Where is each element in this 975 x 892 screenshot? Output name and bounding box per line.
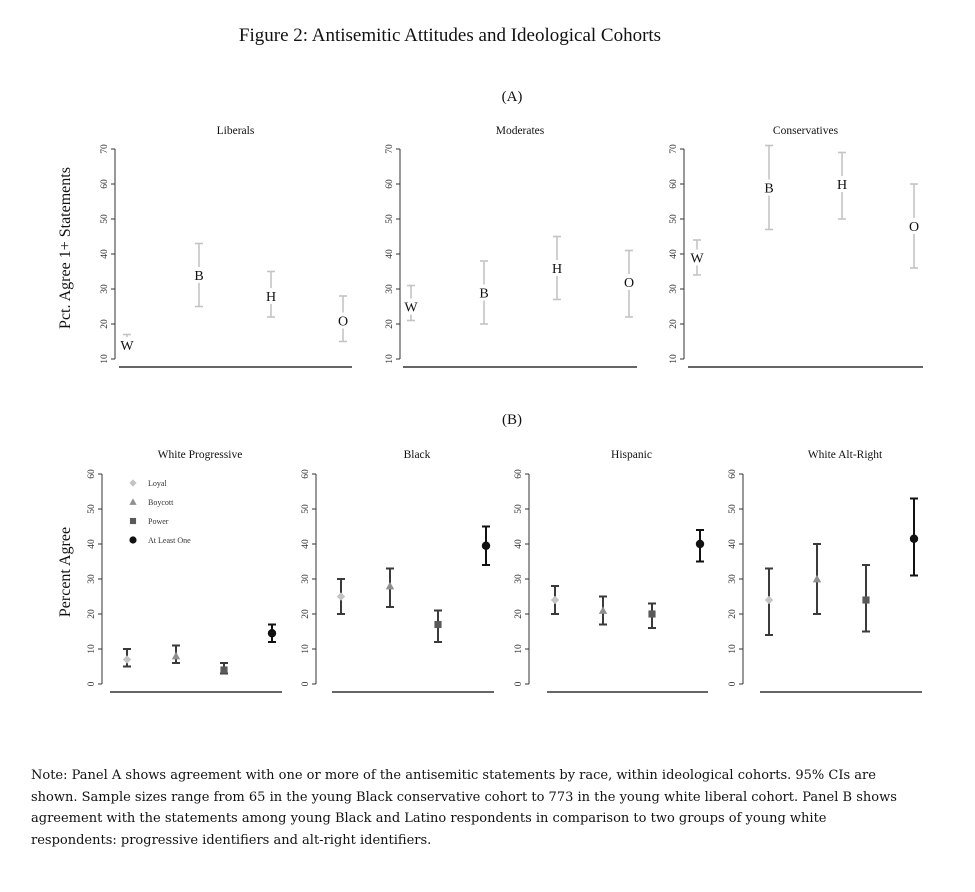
point-b-marker: B xyxy=(194,269,204,284)
y-tick-label: 50 xyxy=(669,214,679,224)
y-tick-label: 20 xyxy=(669,319,679,329)
subplot-title: Moderates xyxy=(495,125,545,137)
y-tick-label: 60 xyxy=(301,469,311,479)
point-o-marker: O xyxy=(623,276,635,291)
y-tick-label: 20 xyxy=(514,609,524,619)
panel-b-subplot-white-alt-right xyxy=(728,449,922,692)
y-tick-label: 70 xyxy=(385,144,395,154)
y-tick-label: 50 xyxy=(514,504,524,514)
panel-b-label: (B) xyxy=(502,412,522,428)
y-tick-label: 20 xyxy=(87,609,97,619)
y-tick-label: 30 xyxy=(385,284,395,294)
y-tick-label: 60 xyxy=(87,469,97,479)
legend-label-loyal: Loyal xyxy=(148,479,167,488)
subplot-title: Liberals xyxy=(216,125,255,137)
y-tick-label: 60 xyxy=(514,469,524,479)
y-tick-label: 10 xyxy=(100,354,110,364)
legend-label-boycott: Boycott xyxy=(148,498,174,507)
legend xyxy=(129,479,191,545)
y-tick-label: 10 xyxy=(669,354,679,364)
point-h-marker: H xyxy=(551,262,563,277)
point-boycott-marker xyxy=(386,582,394,590)
y-tick-label: 0 xyxy=(728,681,738,687)
point-at-least-one-marker xyxy=(696,540,704,548)
point-power-marker xyxy=(648,610,655,617)
y-tick-label: 10 xyxy=(301,644,311,654)
y-tick-label: 40 xyxy=(728,539,738,549)
y-tick-label: 20 xyxy=(100,319,110,329)
y-tick-label: 50 xyxy=(301,504,311,514)
y-tick-label: 0 xyxy=(301,681,311,687)
point-h-marker: H xyxy=(265,290,277,305)
point-loyal-marker xyxy=(765,596,773,604)
y-tick-label: 60 xyxy=(728,469,738,479)
y-tick-label: 0 xyxy=(87,681,97,687)
y-tick-label: 50 xyxy=(385,214,395,224)
point-at-least-one-marker xyxy=(910,535,918,543)
point-o-marker: O xyxy=(337,314,349,330)
y-tick-label: 70 xyxy=(100,144,110,154)
plot-area xyxy=(87,125,923,692)
point-power-marker xyxy=(220,666,227,673)
point-at-least-one-marker xyxy=(268,629,276,637)
y-tick-label: 60 xyxy=(669,179,679,189)
y-tick-label: 0 xyxy=(514,681,524,687)
point-loyal-marker xyxy=(551,596,559,604)
panel-a-label: (A) xyxy=(501,89,523,105)
point-o-marker: O xyxy=(908,220,920,235)
y-tick-label: 30 xyxy=(301,574,311,584)
y-tick-label: 50 xyxy=(728,504,738,514)
y-tick-label: 30 xyxy=(669,284,679,294)
panel-b-y-axis-label: Percent Agree xyxy=(57,526,74,618)
legend-symbol-power xyxy=(130,518,136,524)
panel-b-subplot-black xyxy=(301,449,494,692)
y-tick-label: 20 xyxy=(728,609,738,619)
figure-note: Note: Panel A shows agreement with one or more of the antisemitic statements by race, within ideological cohorts. 95% CIs are shown. Sample sizes range from 65 in the young Black conservative cohort to 773 in the young white liberal cohort. Panel B shows agreement with the statements among young Black and Latino respondents in comparison to two groups of young white respondents: progressive identifiers and alt-right identifiers. xyxy=(31,768,897,848)
subplot-title: Black xyxy=(403,449,431,461)
point-boycott-marker xyxy=(813,575,821,583)
panel-a-y-axis-label: Pct. Agree 1+ Statements xyxy=(57,167,74,329)
point-at-least-one-marker xyxy=(482,542,490,550)
y-tick-label: 50 xyxy=(100,214,110,224)
panel-a-subplot-conservatives xyxy=(669,125,923,367)
point-power-marker xyxy=(434,621,441,628)
y-tick-label: 40 xyxy=(87,539,97,549)
panel-a-subplot-liberals xyxy=(100,125,352,367)
y-tick-label: 40 xyxy=(100,249,110,259)
y-tick-label: 30 xyxy=(728,574,738,584)
point-w-marker: W xyxy=(120,339,134,354)
panel-b-subplot-white-progressive xyxy=(87,449,282,692)
legend-label-power: Power xyxy=(148,517,169,526)
panel-b-subplot-hispanic xyxy=(514,449,708,692)
y-tick-label: 40 xyxy=(385,249,395,259)
legend-symbol-loyal xyxy=(129,479,136,486)
subplot-title: Hispanic xyxy=(611,449,652,461)
y-tick-label: 40 xyxy=(669,249,679,259)
point-loyal-marker xyxy=(337,592,345,600)
y-tick-label: 30 xyxy=(100,284,110,294)
point-b-marker: B xyxy=(764,181,774,197)
panel-a-subplot-moderates xyxy=(385,125,637,367)
subplot-title: Conservatives xyxy=(772,125,839,137)
y-tick-label: 10 xyxy=(514,644,524,654)
figure-title: Figure 2: Antisemitic Attitudes and Ideological Cohorts xyxy=(238,25,662,46)
y-tick-label: 20 xyxy=(301,609,311,619)
y-tick-label: 70 xyxy=(669,144,679,154)
point-b-marker: B xyxy=(479,286,489,302)
point-boycott-marker xyxy=(599,606,607,614)
y-tick-label: 40 xyxy=(514,539,524,549)
y-tick-label: 40 xyxy=(301,539,311,549)
y-tick-label: 50 xyxy=(87,504,97,514)
y-tick-label: 30 xyxy=(87,574,97,584)
y-tick-label: 10 xyxy=(87,644,97,654)
point-h-marker: H xyxy=(836,178,848,193)
legend-label-at-least-one: At Least One xyxy=(148,536,191,545)
subplot-title: White Progressive xyxy=(157,449,243,461)
y-tick-label: 10 xyxy=(385,354,395,364)
point-loyal-marker xyxy=(123,655,131,663)
y-tick-label: 60 xyxy=(100,179,110,189)
legend-symbol-at-least-one xyxy=(129,536,136,543)
y-tick-label: 20 xyxy=(385,319,395,329)
point-boycott-marker xyxy=(172,652,180,660)
legend-symbol-boycott xyxy=(129,498,136,504)
point-w-marker: W xyxy=(404,300,418,316)
y-tick-label: 10 xyxy=(728,644,738,654)
subplot-title: White Alt-Right xyxy=(807,449,883,461)
y-tick-label: 60 xyxy=(385,179,395,189)
point-w-marker: W xyxy=(690,251,704,267)
point-power-marker xyxy=(862,596,869,603)
y-tick-label: 30 xyxy=(514,574,524,584)
